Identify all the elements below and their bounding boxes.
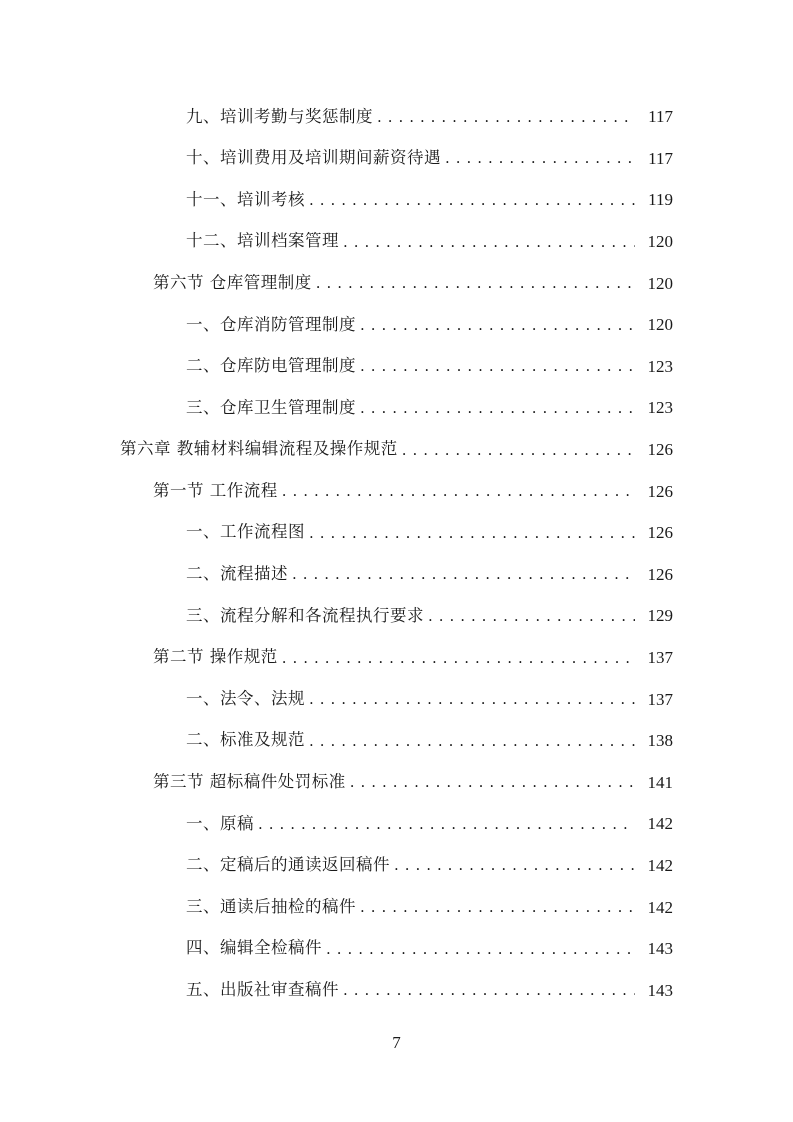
page-number: 7 [392, 1033, 401, 1052]
toc-entry[interactable] [0, 762, 793, 804]
toc-entry-title: 第六节 仓库管理制度 [153, 272, 312, 292]
toc-dot-leader [292, 564, 635, 584]
toc-entry[interactable] [0, 678, 793, 720]
toc-entry-page: 126 [647, 481, 673, 501]
toc-entry-title: 一、法令、法规 [186, 688, 305, 708]
toc-dot-leader [377, 107, 635, 127]
toc-entry-page: 143 [647, 980, 673, 1000]
toc-entry[interactable] [0, 429, 793, 471]
toc-entry-title: 一、仓库消防管理制度 [186, 314, 356, 334]
toc-entry[interactable] [0, 96, 793, 138]
toc-dot-leader [445, 148, 635, 168]
toc-entry[interactable] [0, 304, 793, 346]
toc-entry[interactable] [0, 845, 793, 887]
toc-entry[interactable] [0, 346, 793, 388]
toc-entry-page: 120 [647, 315, 673, 335]
table-of-contents [0, 96, 793, 1011]
toc-entry[interactable] [0, 637, 793, 679]
toc-entry[interactable] [0, 595, 793, 637]
toc-dot-leader [282, 481, 635, 501]
toc-entry-title: 一、原稿 [186, 813, 254, 833]
toc-entry-page: 129 [647, 606, 673, 626]
toc-entry-page: 138 [647, 731, 673, 751]
toc-entry-title: 三、仓库卫生管理制度 [186, 397, 356, 417]
toc-entry[interactable] [0, 969, 793, 1011]
toc-entry-title: 三、流程分解和各流程执行要求 [186, 605, 424, 625]
toc-entry-title: 十二、培训档案管理 [186, 231, 339, 251]
toc-entry-page: 141 [647, 772, 673, 792]
toc-entry-title: 第一节 工作流程 [153, 480, 278, 500]
toc-dot-leader [326, 939, 635, 959]
toc-entry-page: 126 [647, 440, 673, 460]
toc-dot-leader [350, 772, 635, 792]
toc-entry[interactable] [0, 803, 793, 845]
toc-dot-leader [258, 814, 635, 834]
toc-entry-title: 三、通读后抽检的稿件 [186, 896, 356, 916]
toc-dot-leader [316, 273, 635, 293]
toc-entry-title: 二、定稿后的通读返回稿件 [186, 855, 390, 875]
toc-entry-page: 120 [647, 232, 673, 252]
toc-entry-page: 120 [647, 273, 673, 293]
toc-entry[interactable] [0, 554, 793, 596]
toc-entry-title: 五、出版社审查稿件 [186, 980, 339, 1000]
toc-dot-leader [394, 855, 635, 875]
toc-entry-title: 二、标准及规范 [186, 730, 305, 750]
toc-dot-leader [360, 897, 635, 917]
toc-entry[interactable] [0, 138, 793, 180]
toc-entry-title: 九、培训考勤与奖惩制度 [186, 106, 373, 126]
toc-entry-page: 123 [647, 356, 673, 376]
toc-dot-leader [360, 398, 635, 418]
toc-entry-title: 十、培训费用及培训期间薪资待遇 [186, 148, 441, 168]
toc-dot-leader [360, 315, 635, 335]
toc-entry-page: 137 [647, 648, 673, 668]
toc-entry-page: 137 [647, 689, 673, 709]
toc-entry[interactable] [0, 262, 793, 304]
toc-dot-leader [309, 523, 635, 543]
toc-entry-page: 126 [647, 523, 673, 543]
toc-entry-title: 四、编辑全检稿件 [186, 938, 322, 958]
toc-entry-page: 117 [648, 148, 673, 168]
toc-entry-title: 第二节 操作规范 [153, 647, 278, 667]
toc-dot-leader [343, 980, 635, 1000]
toc-entry[interactable] [0, 387, 793, 429]
toc-entry-title: 二、仓库防电管理制度 [186, 356, 356, 376]
toc-dot-leader [402, 440, 635, 460]
toc-entry[interactable] [0, 720, 793, 762]
toc-entry[interactable] [0, 221, 793, 263]
toc-entry-page: 126 [647, 564, 673, 584]
toc-dot-leader [282, 648, 635, 668]
toc-dot-leader [428, 606, 635, 626]
toc-entry-page: 117 [648, 107, 673, 127]
toc-entry-page: 143 [647, 939, 673, 959]
toc-entry[interactable] [0, 512, 793, 554]
toc-dot-leader [343, 232, 635, 252]
toc-entry[interactable] [0, 886, 793, 928]
toc-entry-page: 123 [647, 398, 673, 418]
toc-entry-page: 142 [647, 897, 673, 917]
toc-dot-leader [360, 356, 635, 376]
toc-entry-title: 第三节 超标稿件处罚标准 [153, 772, 346, 792]
toc-dot-leader [309, 731, 635, 751]
toc-dot-leader [309, 689, 635, 709]
toc-entry-title: 第六章 教辅材料编辑流程及操作规范 [120, 439, 398, 459]
toc-entry[interactable] [0, 179, 793, 221]
toc-entry[interactable] [0, 928, 793, 970]
toc-entry-title: 十一、培训考核 [186, 189, 305, 209]
toc-entry-title: 一、工作流程图 [186, 522, 305, 542]
toc-entry[interactable] [0, 470, 793, 512]
toc-entry-page: 119 [648, 190, 673, 210]
toc-dot-leader [309, 190, 635, 210]
toc-entry-title: 二、流程描述 [186, 564, 288, 584]
toc-entry-page: 142 [647, 814, 673, 834]
toc-entry-page: 142 [647, 855, 673, 875]
